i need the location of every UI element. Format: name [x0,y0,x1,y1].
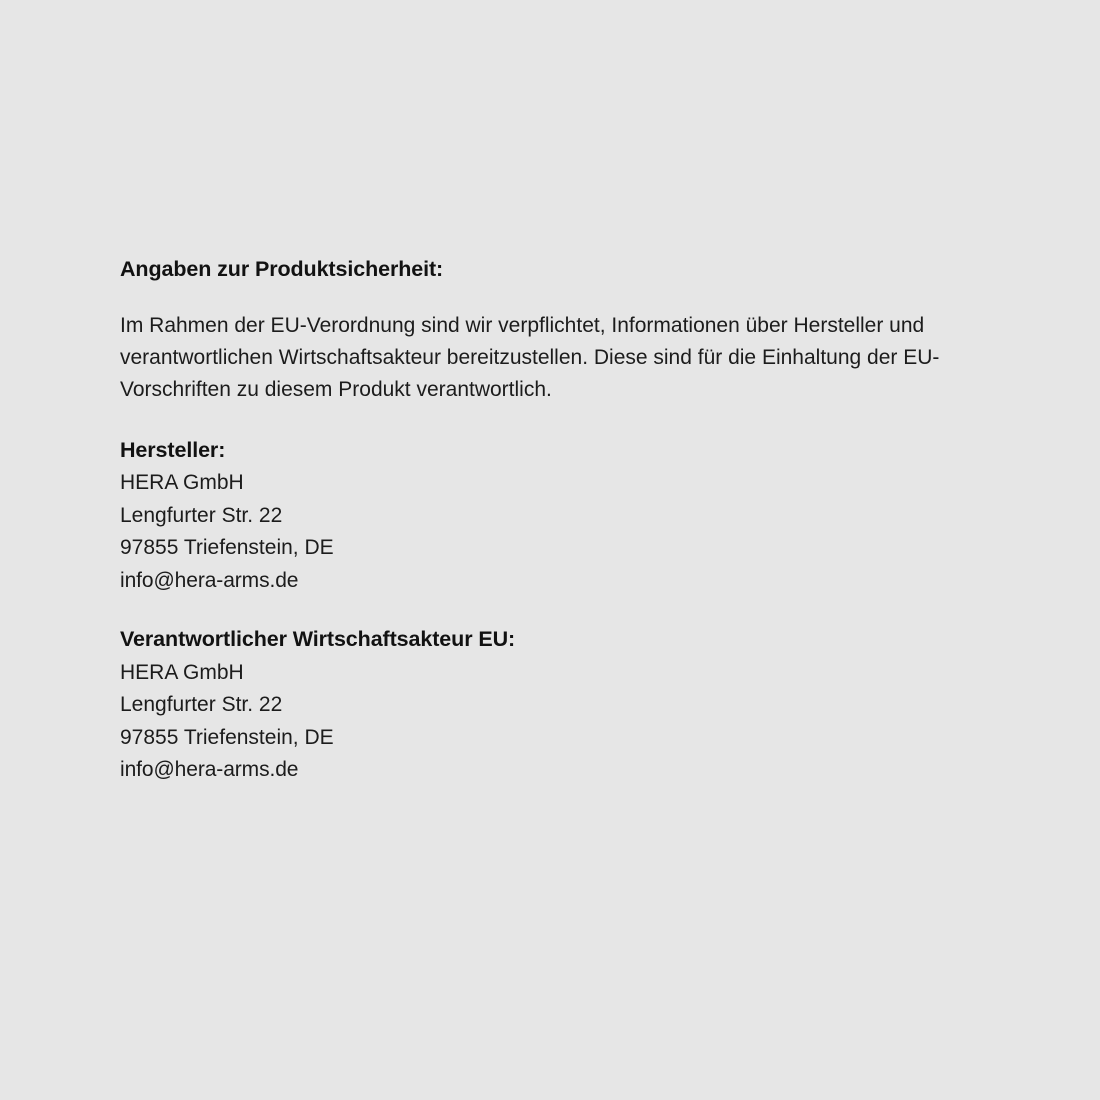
intro-paragraph: Im Rahmen der EU-Verordnung sind wir verpflichtet, Informationen über Hersteller und verantwortlichen Wirtschaftsakteur bereitzustellen. Diese sind für die Einhaltung der EU-Vorschriften zu diesem Produkt verantwortlich. [120,314,940,401]
page-title: Angaben zur Produktsicherheit: [120,257,444,281]
content-container [120,255,990,813]
manufacturer-email: info@hera-arms.de [120,568,299,592]
responsible-operator-title: Verantwortlicher Wirtschaftsakteur EU: [120,627,516,652]
responsible-operator-street: Lengfurter Str. 22 [120,693,283,717]
responsible-operator-company: HERA GmbH [120,660,244,684]
responsible-operator-city: 97855 Triefenstein, DE [120,725,334,749]
manufacturer-company: HERA GmbH [120,471,244,495]
responsible-operator-block [120,623,990,787]
manufacturer-title: Hersteller: [120,437,226,462]
manufacturer-city: 97855 Triefenstein, DE [120,536,334,560]
manufacturer-street: Lengfurter Str. 22 [120,503,283,527]
responsible-operator-email: info@hera-arms.de [120,758,299,782]
manufacturer-block [120,434,990,598]
